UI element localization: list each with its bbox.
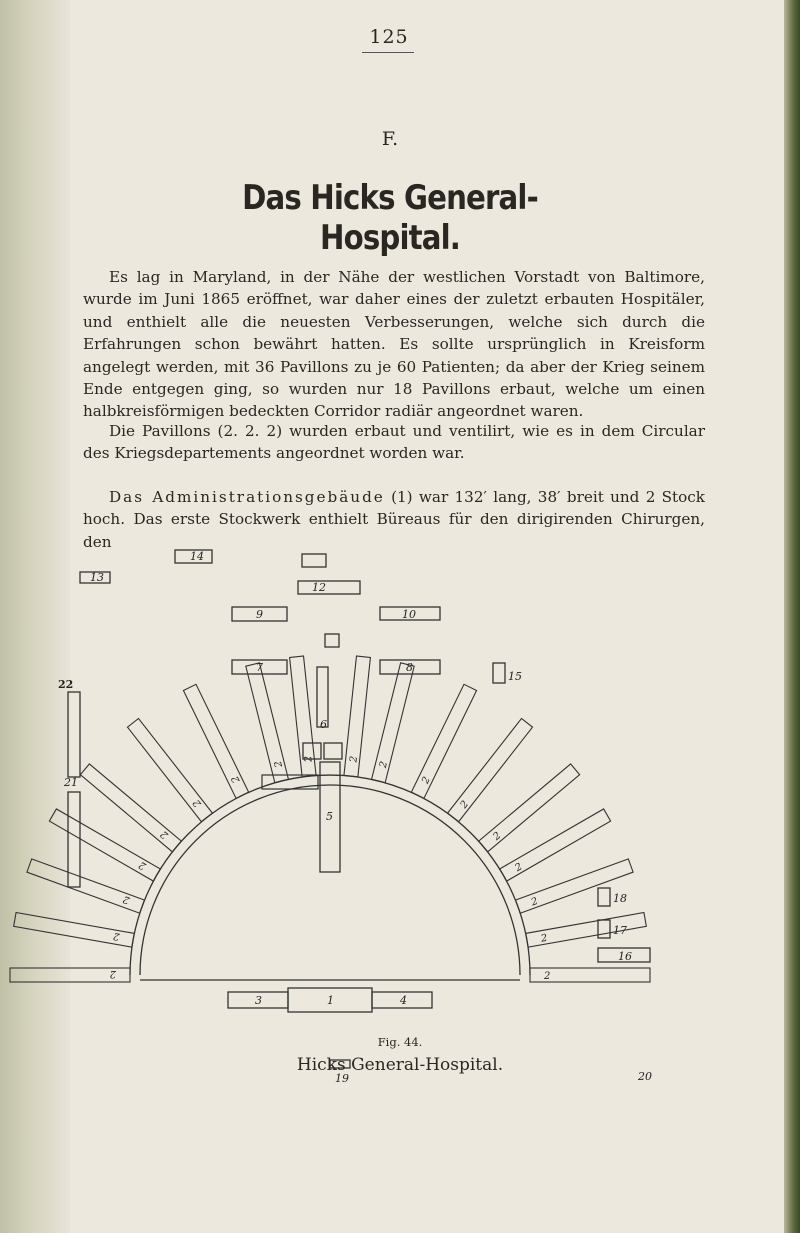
pavilion-9 (290, 656, 316, 777)
pavilion-label: 2 (377, 760, 391, 770)
label-13: 13 (90, 571, 104, 584)
pavilion-label: 2 (529, 895, 540, 909)
paragraph-3-text: (1) war 132′ lang, 38′ breit und 2 Stock hoch. Das erste Stockwerk enthielt Büreaus für den dirigirenden Chirurgen, den (83, 488, 706, 551)
label-17: 17 (613, 924, 627, 937)
paragraph-1: Es lag in Maryland, in der Nähe der westlichen Vorstadt von Baltimore, wurde im Juni 1865 eröffnet, war daher eines der zuletzt erbauten Hospitäler, und enthielt alle die neuesten Verbesserungen, welche sich durch die Erfahrungen schon bewährt hatten. Es sollte ursprünglich in Kreisform angelegt werden, mit 36 Pavillons zu je 60 Patienten; da aber der Krieg seinem Ende entgegen ging, so wurden nur 18 Pavillons erbaut, welche um einen halbkreisförmigen bedeckten Corridor radiär angeordnet waren. (83, 268, 705, 421)
label-18: 18 (613, 892, 627, 905)
pavilion-label: 2 (544, 971, 551, 982)
label-12: 12 (312, 581, 326, 594)
building-12 (298, 581, 360, 594)
figure-number: Fig. 44. (377, 1035, 423, 1049)
page-number-rule (362, 52, 414, 53)
pavilion-label: 2 (191, 797, 204, 809)
pavilion-8 (246, 663, 289, 783)
label-6: 6 (320, 718, 327, 731)
pavilion-label: 2 (109, 968, 116, 979)
pavilion-4 (49, 809, 160, 881)
pavilion-label: 2 (229, 773, 243, 785)
building-23 (325, 634, 339, 647)
section-heading: Das Hicks General-Hospital. (242, 178, 538, 258)
label-16: 16 (618, 950, 632, 963)
label-20: 20 (638, 1070, 652, 1083)
pavilion-17 (526, 913, 647, 948)
building-11 (302, 554, 326, 567)
section-letter: F. (381, 128, 399, 150)
label-3: 3 (255, 994, 262, 1007)
pavilion-7 (183, 684, 248, 798)
pavilion-10 (344, 656, 370, 777)
label-22: 22 (58, 678, 74, 691)
pavilion-label: 2 (513, 861, 525, 875)
label-10: 10 (402, 608, 416, 621)
label-14: 14 (190, 550, 204, 563)
pavilion-11 (372, 663, 415, 783)
label-4: 4 (400, 994, 407, 1007)
pavilion-label: 2 (137, 858, 149, 872)
figure-caption: Hicks General-Hospital. (296, 1055, 504, 1075)
pavilion-label: 2 (420, 775, 433, 786)
label-21: 21 (64, 776, 78, 789)
pavilion-label: 2 (112, 929, 121, 942)
page-edge (784, 0, 800, 1233)
label-5: 5 (326, 810, 333, 823)
building-22 (68, 692, 80, 777)
pavilion-label: 2 (491, 830, 504, 843)
building-17 (598, 920, 610, 938)
pavilion-label: 2 (302, 755, 315, 763)
pavilion-12 (411, 684, 476, 798)
pavilion-15 (500, 809, 611, 881)
label-7: 7 (256, 661, 263, 674)
spaced-term: Das Administrationsgebäude (109, 488, 385, 506)
label-9: 9 (256, 608, 263, 621)
paragraph-2: Die Pavillons (2. 2. 2) wurden erbaut und ventilirt, wie es in dem Circular des Kriegsdepartements angeordnet worden war. (83, 422, 705, 463)
pavilion-label: 2 (540, 932, 549, 945)
pavilion-label: 2 (458, 798, 472, 811)
label-19: 19 (335, 1072, 349, 1085)
pavilion-16 (516, 859, 634, 913)
label-8: 8 (406, 661, 413, 674)
pavilion-label: 2 (272, 759, 286, 769)
label-1: 1 (327, 994, 334, 1007)
pavilion-18 (530, 968, 650, 982)
label-15: 15 (508, 670, 522, 683)
page-number: 125 (369, 26, 409, 48)
pavilion-label: 2 (158, 827, 171, 841)
pavilion-label: 2 (348, 755, 360, 763)
pavilion-label: 2 (121, 893, 132, 906)
kitchen-right (324, 743, 342, 759)
building-18 (598, 888, 610, 906)
building-15 (493, 663, 505, 683)
